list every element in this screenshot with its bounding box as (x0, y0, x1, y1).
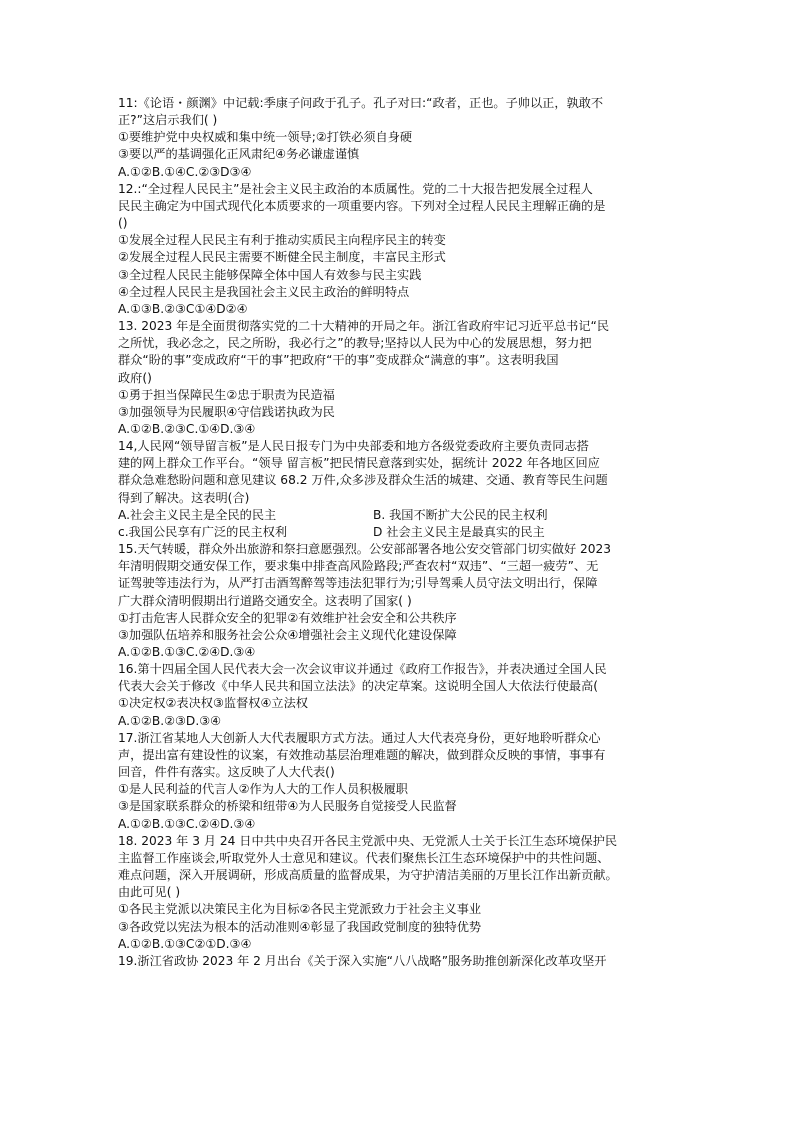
question-line: 群众急难愁盼问题和意见建议 68.2 万件,众多涉及群众生活的城建、交通、教育等民生问题 (118, 473, 608, 488)
question-line: ③要以严的基调强化正风肃纪④务必谦虚谨慎 (118, 147, 360, 162)
question-line: () (118, 216, 128, 231)
question-line: 群众“盼的事”变成政府“干的事”把政府“干的事”变成群众“满意的事”。这表明我国 (118, 353, 559, 368)
question-line: ①各民主党派以决策民主化为目标②各民主党派致力于社会主义事业 (118, 902, 482, 917)
question-line: 年清明假期交通安保工作，要求集中排查高风险路段;严查农村“双违”、“三超一疲劳”、无 (118, 559, 599, 574)
question-16 (118, 661, 680, 730)
question-line: ②发展全过程人民民主需要不断健全民主制度，丰富民主形式 (118, 250, 446, 265)
question-line: ③全过程人民民主能够保障全体中国人有效参与民主实践 (118, 267, 422, 282)
question-line: 回音，件件有落实。这反映了人大代表() (118, 765, 335, 780)
question-line: 声，提出富有建设性的议案，有效推动基层治理难题的解决，做到群众反映的事情，事事有 (118, 747, 606, 762)
question-line: ①勇于担当保障民生②忠于职责为民造福 (118, 387, 335, 402)
question-line: ①发展全过程人民民主有利于推动实质民主向程序民主的转变 (118, 233, 446, 248)
question-15 (118, 541, 680, 661)
question-line: ④全过程人民民主是我国社会主义民主政治的鲜明特点 (118, 284, 410, 299)
question-line: A.①②B.①④C.②③D③④ (118, 164, 252, 179)
question-line: ①要维护党中央权威和集中统一领导;②打铁必须自身硬 (118, 130, 413, 145)
question-line: 12.:“全过程人民民主”是社会主义民主政治的本质属性。党的二十大报告把发展全过程人 (118, 181, 593, 196)
question-line: 正?”这启示我们( ) (118, 113, 218, 128)
question-line: ③是国家联系群众的桥梁和纽带④为人民服务自觉接受人民监督 (118, 799, 457, 814)
question-line: ③加强队伍培养和服务社会公众④增强社会主义现代化建设保障 (118, 627, 457, 642)
question-line: ①是人民利益的代言人②作为人大的工作人员积极履职 (118, 782, 408, 797)
answer-option: c.我国公民享有广泛的民主权利 (118, 524, 288, 539)
question-line: 13. 2023 年是全面贯彻落实党的二十大精神的开局之年。浙江省政府牢记习近平总书记“民 (118, 319, 610, 334)
question-line: 18. 2023 年 3 月 24 日中共中央召开各民主党派中央、无党派人士关于长江生态环境保护民 (118, 833, 618, 848)
option-row (118, 507, 680, 524)
question-line: 19.浙江省政协 2023 年 2 月出台《关于深入实施“八八战略”服务助推创新深化改革攻坚开 (118, 953, 607, 968)
question-17 (118, 730, 680, 833)
question-line: A.①②B.①③C②①D.③④ (118, 936, 252, 951)
question-line: 14,人民网“领导留言板”是人民日报专门为中央部委和地方各级党委政府主要负责同志搭 (118, 439, 589, 454)
question-line: 之所忧，我必念之，民之所盼，我必行之”的教导;坚持以人民为中心的发展思想，努力把 (118, 336, 592, 351)
question-line: A.①②B.①③C.②④D.③④ (118, 645, 256, 659)
question-18 (118, 833, 680, 953)
exam-document (118, 95, 680, 970)
answer-option: A.社会主义民主是全民的民主 (118, 507, 277, 522)
question-line: A.①②B.②③D.③④ (118, 713, 222, 728)
question-line: 得到了解决。这表明(合) (118, 490, 250, 505)
question-11 (118, 95, 680, 181)
question-line: 政府() (118, 370, 152, 385)
question-line: 16.第十四届全国人民代表大会一次会议审议并通过《政府工作报告》，并表决通过全国人民 (118, 662, 607, 677)
question-line: 民民主确定为中国式现代化本质要求的一项重要内容。下列对全过程人民民主理解正确的是 (118, 198, 606, 213)
question-line: 15.天气转暖，群众外出旅游和祭扫意愿强烈。公安部部署各地公安交管部门切实做好 2023 (118, 542, 612, 557)
question-line: 由此可见( ) (118, 885, 181, 900)
question-13 (118, 318, 680, 438)
question-line: ①打击危害人民群众安全的犯罪②有效维护社会安全和公共秩序 (118, 610, 457, 625)
question-line: ①决定权②表决权③监督权④立法权 (118, 696, 308, 711)
question-line: A.①②B.①③C.②④D.③④ (118, 816, 256, 831)
question-line: 代表大会关于修改《中华人民共和国立法法》的决定草案。这说明全国人大依法行使最高( (118, 679, 599, 694)
question-12 (118, 181, 680, 318)
question-line: ③各政党以宪法为根本的活动准则④彰显了我国政党制度的独特优势 (118, 919, 482, 934)
question-line: ③加强领导为民履职④守信践诺执政为民 (118, 404, 335, 419)
question-line: 难点问题，深入开展调研，形成高质量的监督成果，为守护清洁美丽的万里长江作出新贡献。 (118, 868, 618, 883)
question-line: 证驾驶等违法行为，从严打击酒驾醉驾等违法犯罪行为;引导驾乘人员守法文明出行，保障 (118, 576, 598, 591)
question-19 (118, 953, 680, 970)
question-line: 广大群众清明假期出行道路交通安全。这表明了国家( ) (118, 593, 412, 608)
answer-option: B. 我国不断扩大公民的民主权利 (373, 507, 548, 522)
question-line: 11:《论语・颜渊》中记载:季康子问政于孔子。孔子对曰:“政者，正也。子帅以正，孰敢不 (118, 96, 604, 110)
option-row (118, 524, 680, 541)
question-line: A.①③B.②③C①④D②④ (118, 301, 248, 316)
question-14 (118, 438, 680, 541)
question-line: 主监督工作座谈会,听取党外人士意见和建议。代表们聚焦长江生态环境保护中的共性问题、 (118, 850, 610, 865)
question-line: 建的网上群众工作平台。“领导 留言板”把民情民意落到实处，据统计 2022 年各地区回应 (118, 456, 600, 471)
question-line: 17.浙江省某地人大创新人大代表履职方式方法。通过人大代表亮身份，更好地聆听群众心 (118, 730, 601, 745)
question-line: A.①②B.②③C.①④D.③④ (118, 421, 256, 436)
answer-option: D 社会主义民主是最真实的民主 (373, 524, 545, 539)
